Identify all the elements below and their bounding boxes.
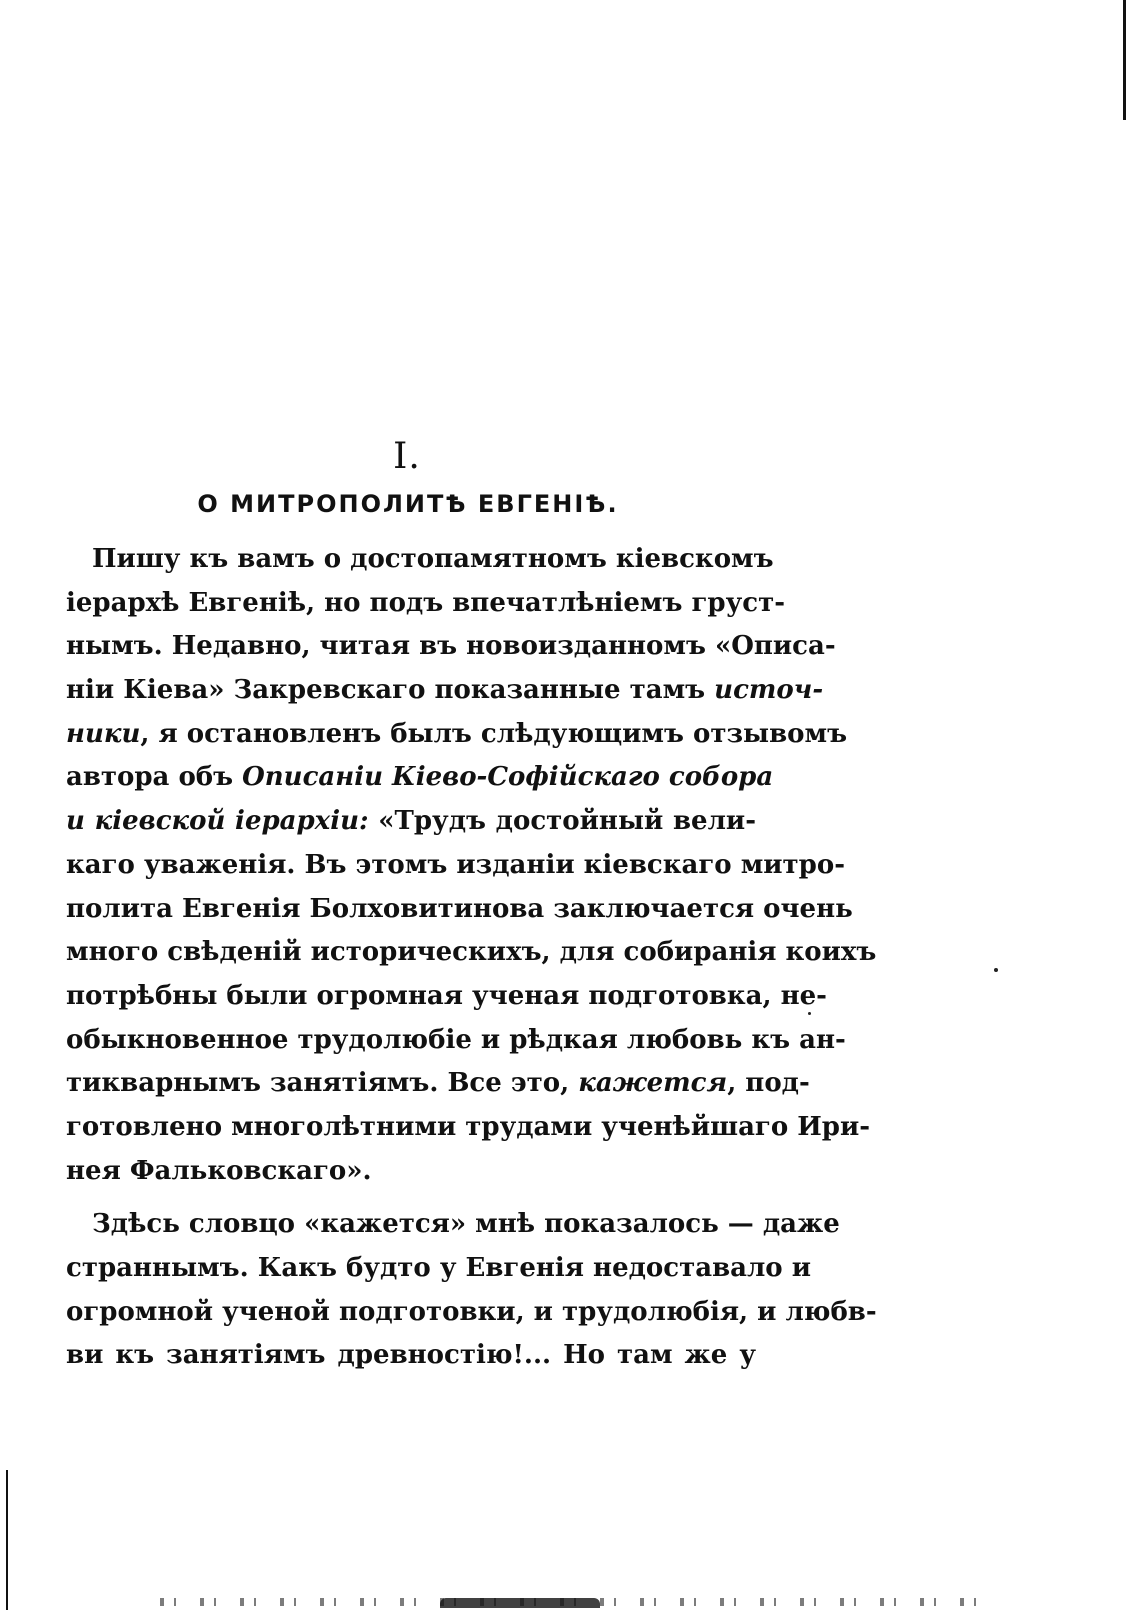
italic-text: ники <box>66 718 141 749</box>
chapter-number: I. <box>393 436 421 477</box>
text-line <box>66 1019 846 1063</box>
text-line <box>66 582 785 626</box>
chapter-title: О МИТРОПОЛИТѢ ЕВГЕНІѢ. <box>197 490 619 518</box>
text-segment: «Трудъ достойный вели- <box>368 806 756 837</box>
text-line <box>66 1062 810 1106</box>
text-line <box>66 713 848 757</box>
text-segment: потрѣбны были огромная ученая подготовка, не- <box>66 980 827 1011</box>
text-line <box>66 756 774 800</box>
text-line <box>66 538 774 582</box>
scan-speck <box>994 968 998 972</box>
italic-text: и кіевской іерархіи: <box>66 806 369 837</box>
text-segment: страннымъ. Какъ будто у Евгенія недоставало и <box>66 1253 811 1283</box>
text-segment: тикварнымъ занятіямъ. Все это, <box>66 1068 579 1099</box>
italic-text: Описаніи Кіево-Софійскаго собора <box>242 762 774 793</box>
text-segment: Пишу къ вамъ о достопамятномъ кіевскомъ <box>92 544 774 574</box>
text-line <box>66 975 827 1019</box>
text-segment: автора объ <box>66 762 243 793</box>
text-segment: , под- <box>727 1068 810 1099</box>
paragraph <box>66 1203 877 1378</box>
italic-text: источ- <box>714 675 824 706</box>
text-line <box>66 931 877 975</box>
page-edge-left <box>6 1470 8 1610</box>
text-segment: Здѣсь словцо «кажется» мнѣ показалось — даже <box>92 1209 840 1240</box>
body-text <box>66 538 877 1378</box>
text-segment: ніи Кіева» Закревскаго показанные тамъ <box>66 675 715 706</box>
text-segment: нея Фальковскаго». <box>66 1155 372 1186</box>
text-line <box>66 888 853 932</box>
text-line <box>66 1150 756 1194</box>
text-line <box>66 800 756 844</box>
paragraph <box>66 538 877 1193</box>
text-segment: готовлено многолѣтними трудами ученѣйшаго Ири- <box>66 1111 871 1142</box>
text-line <box>66 1203 840 1247</box>
text-segment: іерархѣ Евгеніѣ, но подъ впечатлѣніемъ груст- <box>66 587 785 618</box>
text-line <box>66 1247 811 1291</box>
text-line <box>66 1106 871 1150</box>
text-segment: , я остановленъ былъ слѣдующимъ отзывомъ <box>140 718 848 749</box>
text-segment: ви къ занятіямъ древностію!... Но там же у <box>66 1340 756 1371</box>
italic-text: кажется <box>578 1068 728 1099</box>
text-segment: обыкновенное трудолюбіе и рѣдкая любовь къ ан- <box>66 1024 846 1055</box>
text-segment: полита Евгенія Болховитинова заключается очень <box>66 893 853 924</box>
text-line <box>66 669 824 713</box>
page-edge-right <box>1123 0 1126 120</box>
text-line <box>66 1334 756 1378</box>
text-segment: нымъ. Недавно, читая въ новоизданномъ «Описа- <box>66 631 836 662</box>
page-edge-bottom-blot <box>440 1598 600 1608</box>
text-segment: каго уваженія. Въ этомъ изданіи кіевскаго митро- <box>66 849 845 880</box>
text-segment: огромной ученой подготовки, и трудолюбія, и любв- <box>66 1296 877 1327</box>
text-segment: много свѣденій историческихъ, для собиранія коихъ <box>66 937 877 968</box>
text-line <box>66 1291 877 1335</box>
text-line <box>66 844 845 888</box>
scan-speck <box>808 1012 811 1015</box>
text-line <box>66 625 836 669</box>
